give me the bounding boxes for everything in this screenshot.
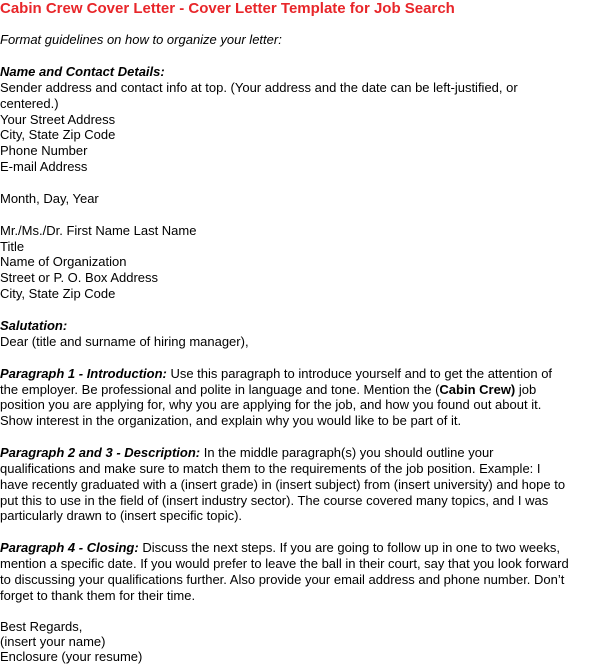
name-contact-heading: Name and Contact Details:	[0, 64, 165, 79]
sender-city: City, State Zip Code	[0, 127, 116, 142]
page-title: Cabin Crew Cover Letter - Cover Letter Template for Job Search	[0, 0, 455, 17]
paragraph4-line3: to discussing your qualifications further. Also provide your email address and phone number. Don’t	[0, 572, 565, 587]
closing-regards: Best Regards,	[0, 619, 83, 634]
paragraph4-line1-text: Discuss the next steps. If you are going to follow up in one to two weeks,	[138, 540, 560, 555]
format-guidelines-intro: Format guidelines on how to organize your letter:	[0, 32, 282, 47]
paragraph2-line2: qualifications and make sure to match them to the requirements of the job position. Example: I	[0, 461, 541, 476]
paragraph1-line2	[0, 382, 536, 398]
paragraph4-heading: Paragraph 4 - Closing:	[0, 540, 139, 555]
letter-date: Month, Day, Year	[0, 191, 99, 206]
salutation-text: Dear (title and surname of hiring manager),	[0, 334, 249, 349]
closing-name: (insert your name)	[0, 634, 106, 649]
sender-email: E-mail Address	[0, 159, 88, 174]
closing-enclosure: Enclosure (your resume)	[0, 649, 143, 664]
sender-street: Your Street Address	[0, 112, 116, 127]
recipient-name: Mr./Ms./Dr. First Name Last Name	[0, 223, 197, 238]
name-contact-text-line2: centered.)	[0, 96, 59, 111]
paragraph2-line1	[0, 445, 494, 461]
recipient-street: Street or P. O. Box Address	[0, 270, 159, 285]
paragraph1-heading: Paragraph 1 - Introduction:	[0, 366, 167, 381]
paragraph2-line3: have recently graduated with a (insert grade) in (insert subject) from (insert university) and hope to	[0, 477, 566, 492]
paragraph1-line2-b: job	[515, 382, 537, 397]
paragraph1-line1	[0, 366, 552, 382]
recipient-organization: Name of Organization	[0, 254, 127, 269]
paragraph4-line1	[0, 540, 560, 556]
paragraph2-line4: put this to use in the field of (insert industry sector). The course covered many topics, and I was	[0, 493, 549, 508]
paragraph1-line1-text: Use this paragraph to introduce yourself and to get the attention of	[166, 366, 553, 381]
salutation-heading: Salutation:	[0, 318, 68, 333]
paragraph4-line2: mention a specific date. If you would prefer to leave the ball in their court, say that you look forward	[0, 556, 569, 571]
paragraph4-line4: forget to thank them for their time.	[0, 588, 196, 603]
paragraph1-line3: position you are applying for, why you are applying for the job, and how you found out about it.	[0, 397, 542, 412]
paragraph2-heading: Paragraph 2 and 3 - Description:	[0, 445, 201, 460]
recipient-title: Title	[0, 239, 25, 254]
job-position-name: Cabin Crew)	[439, 382, 516, 397]
recipient-city: City, State Zip Code	[0, 286, 116, 301]
paragraph2-line1-text: In the middle paragraph(s) you should outline your	[200, 445, 494, 460]
sender-phone: Phone Number	[0, 143, 88, 158]
name-contact-text-line1: Sender address and contact info at top. (Your address and the date can be left-justified, or	[0, 80, 518, 95]
paragraph2-line5: particularly drawn to (insert specific topic).	[0, 508, 243, 523]
paragraph1-line2-a: the employer. Be professional and polite in language and tone. Mention the (	[0, 382, 440, 397]
paragraph1-line4: Show interest in the organization, and explain why you would like to be part of it.	[0, 413, 462, 428]
